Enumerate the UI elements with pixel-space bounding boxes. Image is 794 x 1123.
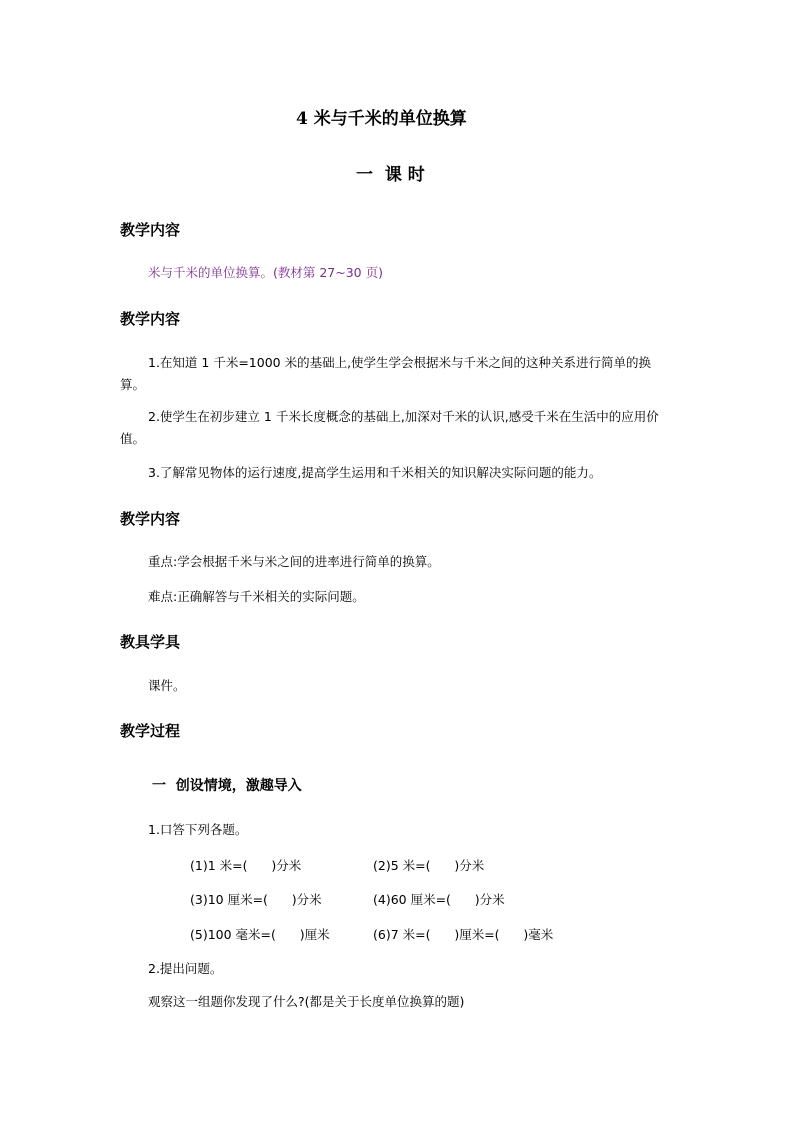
lesson-subtitle: 一 课 时 <box>356 165 425 185</box>
content-text: 米与千米的单位换算。(教材第 27~30 页) <box>148 265 383 280</box>
tools-text: 课件。 <box>148 678 186 693</box>
exercise-1: (1)1 米=( )分米 <box>190 858 302 873</box>
page-title: 4 米与千米的单位换算 <box>296 109 467 129</box>
difficult-point: 难点:正确解答与千米相关的实际问题。 <box>148 589 365 604</box>
exercise-2: (2)5 米=( )分米 <box>373 858 485 873</box>
exercise-5: (5)100 毫米=( )厘米 <box>190 927 330 942</box>
question-1: 1.口答下列各题。 <box>148 822 248 837</box>
step-heading: 一 创设情境，激趣导入 <box>152 778 302 794</box>
goal-item-3: 3.了解常见物体的运行速度,提高学生运用和千米相关的知识解决实际问题的能力。 <box>148 465 602 480</box>
goal-item-1: 1.在知道 1 千米=1000 米的基础上,使学生学会根据米与千米之间的这种关系进行简单的换算。 <box>120 355 652 392</box>
exercise-4: (4)60 厘米=( )分米 <box>373 892 505 907</box>
section-heading-goals: 教学内容 <box>120 310 181 328</box>
section-heading-process: 教学过程 <box>120 722 181 740</box>
exercise-3: (3)10 厘米=( )分米 <box>190 892 322 907</box>
goal-item-2: 2.使学生在初步建立 1 千米长度概念的基础上,加深对千米的认识,感受千米在生活中的应用价值。 <box>120 409 659 446</box>
section-heading-keypoints: 教学内容 <box>120 510 181 528</box>
question-2-text: 观察这一组题你发现了什么?(都是关于长度单位换算的题) <box>148 994 465 1009</box>
important-point: 重点:学会根据千米与米之间的进率进行简单的换算。 <box>148 554 440 569</box>
exercise-6: (6)7 米=( )厘米=( )毫米 <box>373 927 554 942</box>
question-2: 2.提出问题。 <box>148 961 223 976</box>
section-heading-content: 教学内容 <box>120 221 181 239</box>
section-heading-tools: 教具学具 <box>120 633 181 651</box>
